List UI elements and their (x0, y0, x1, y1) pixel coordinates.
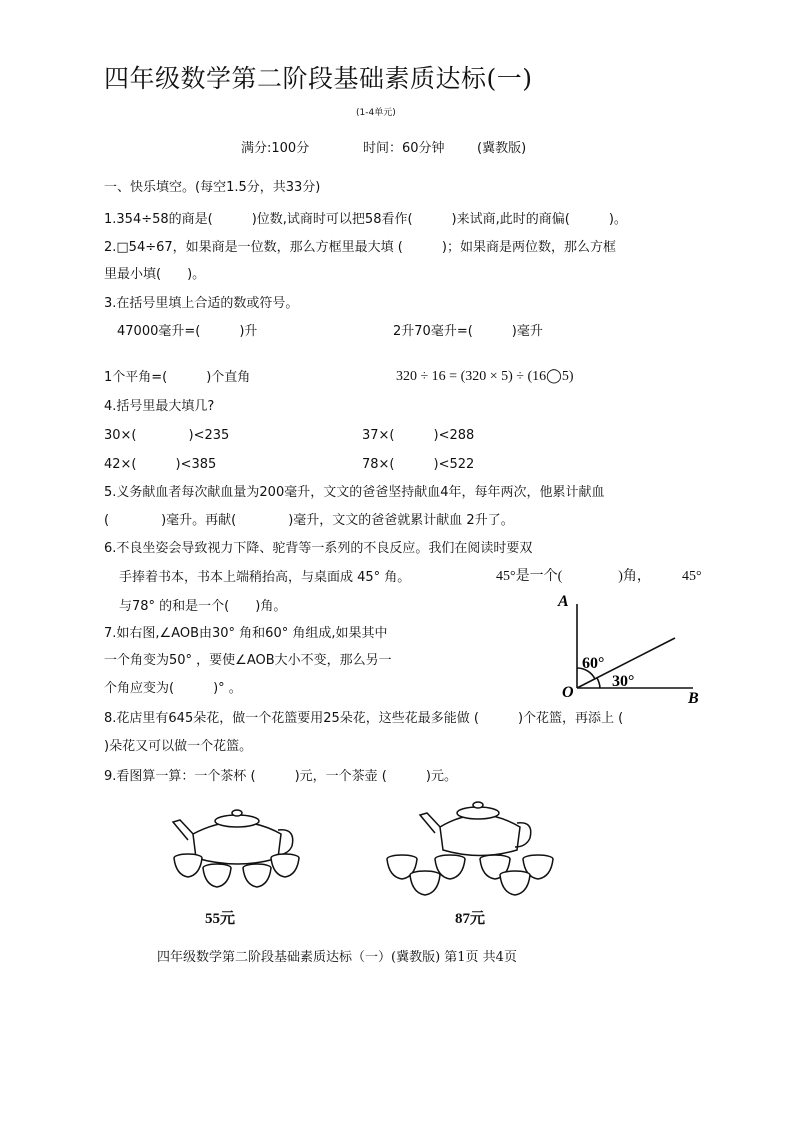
teapot-body (193, 822, 281, 864)
question-6-line2b: 45°是一个( )角， (496, 569, 651, 584)
label-30: 30° (612, 673, 635, 690)
teacup (410, 871, 440, 895)
score-info: 满分:100分 (241, 141, 310, 156)
label-a: A (558, 593, 569, 610)
teapot-spout (420, 813, 442, 833)
question-4d: 78×( )<522 (362, 457, 475, 472)
price-label-1: 55元 (205, 911, 236, 927)
teacup (203, 864, 231, 887)
tea-set-1-image (168, 800, 308, 895)
label-b: B (688, 690, 699, 707)
time-info: 时间：60分钟 (363, 141, 445, 156)
page-subtitle: (1-4单元) (356, 108, 396, 118)
teacup (271, 854, 299, 877)
teapot-knob (232, 810, 242, 816)
question-6-line2c: 45° (682, 569, 702, 584)
question-6-line3: 与78° 的和是一个( )角。 (119, 599, 287, 614)
question-2-line2: 里最小填( )。 (104, 267, 206, 282)
label-60: 60° (582, 655, 605, 672)
tea-set-2-image (380, 795, 560, 900)
question-3b: 2升70毫升=( )毫升 (393, 324, 543, 339)
question-3c: 1个平角=( )个直角 (104, 370, 251, 385)
teacup (500, 871, 530, 895)
question-3d: 320 ÷ 16 = (320 × 5) ÷ (16◯5) (396, 369, 574, 384)
teapot-knob (473, 802, 483, 808)
question-6-line2a: 手捧着书本，书本上端稍抬高，与桌面成 45° 角。 (119, 570, 411, 585)
question-9-prompt: 9.看图算一算：一个茶杯 ( )元，一个茶壶 ( )元。 (104, 769, 457, 784)
teapot-lid (457, 807, 499, 819)
page-footer: 四年级数学第二阶段基础素质达标（一）(冀教版) 第1页 共4页 (157, 950, 517, 965)
angle-aob-figure (545, 590, 715, 710)
teapot-spout (173, 820, 195, 840)
teapot-lid (215, 815, 259, 827)
section-heading: 一、快乐填空。(每空1.5分，共33分) (104, 180, 321, 195)
page-title: 四年级数学第二阶段基础素质达标(一) (104, 64, 533, 93)
question-5-line1: 5.义务献血者每次献血量为200毫升，文文的爸爸坚持献血4年，每年两次，他累计献血 (104, 485, 605, 500)
question-6-line1: 6.不良坐姿会导致视力下降、驼背等一系列的不良反应。我们在阅读时要双 (104, 541, 533, 556)
arc-30 (597, 678, 600, 688)
question-3-prompt: 3.在括号里填上合适的数或符号。 (104, 296, 299, 311)
question-5-line2: ( )毫升。再献( )毫升，文文的爸爸就累计献血 2升了。 (104, 513, 514, 528)
label-o: O (562, 684, 574, 701)
question-4-prompt: 4.括号里最大填几? (104, 399, 215, 414)
question-4a: 30×( )<235 (104, 428, 230, 443)
question-2-line1: 2.□54÷67，如果商是一位数，那么方框里最大填 ( )；如果商是两位数，那么方框 (104, 240, 616, 255)
teacup (174, 854, 202, 877)
question-7-line2: 一个角变为50° ，要使∠AOB大小不变，那么另一 (104, 653, 392, 668)
edition-info: (冀教版) (477, 141, 527, 156)
question-8-line1: 8.花店里有645朵花，做一个花篮要用25朵花，这些花最多能做 ( )个花篮，再添上 ( (104, 711, 624, 726)
question-4c: 42×( )<385 (104, 457, 217, 472)
question-1: 1.354÷58的商是( )位数,试商时可以把58看作( )来试商,此时的商偏( )。 (104, 212, 627, 227)
question-7-line1: 7.如右图,∠AOB由30° 角和60° 角组成,如果其中 (104, 626, 388, 641)
teapot-body (440, 815, 520, 856)
question-3a: 47000毫升=( )升 (117, 324, 258, 339)
question-8-line2: )朵花又可以做一个花篮。 (104, 739, 253, 754)
teacup (243, 864, 271, 887)
question-7-line3: 个角应变为( )° 。 (104, 681, 242, 696)
question-4b: 37×( )<288 (362, 428, 475, 443)
price-label-2: 87元 (455, 911, 486, 927)
